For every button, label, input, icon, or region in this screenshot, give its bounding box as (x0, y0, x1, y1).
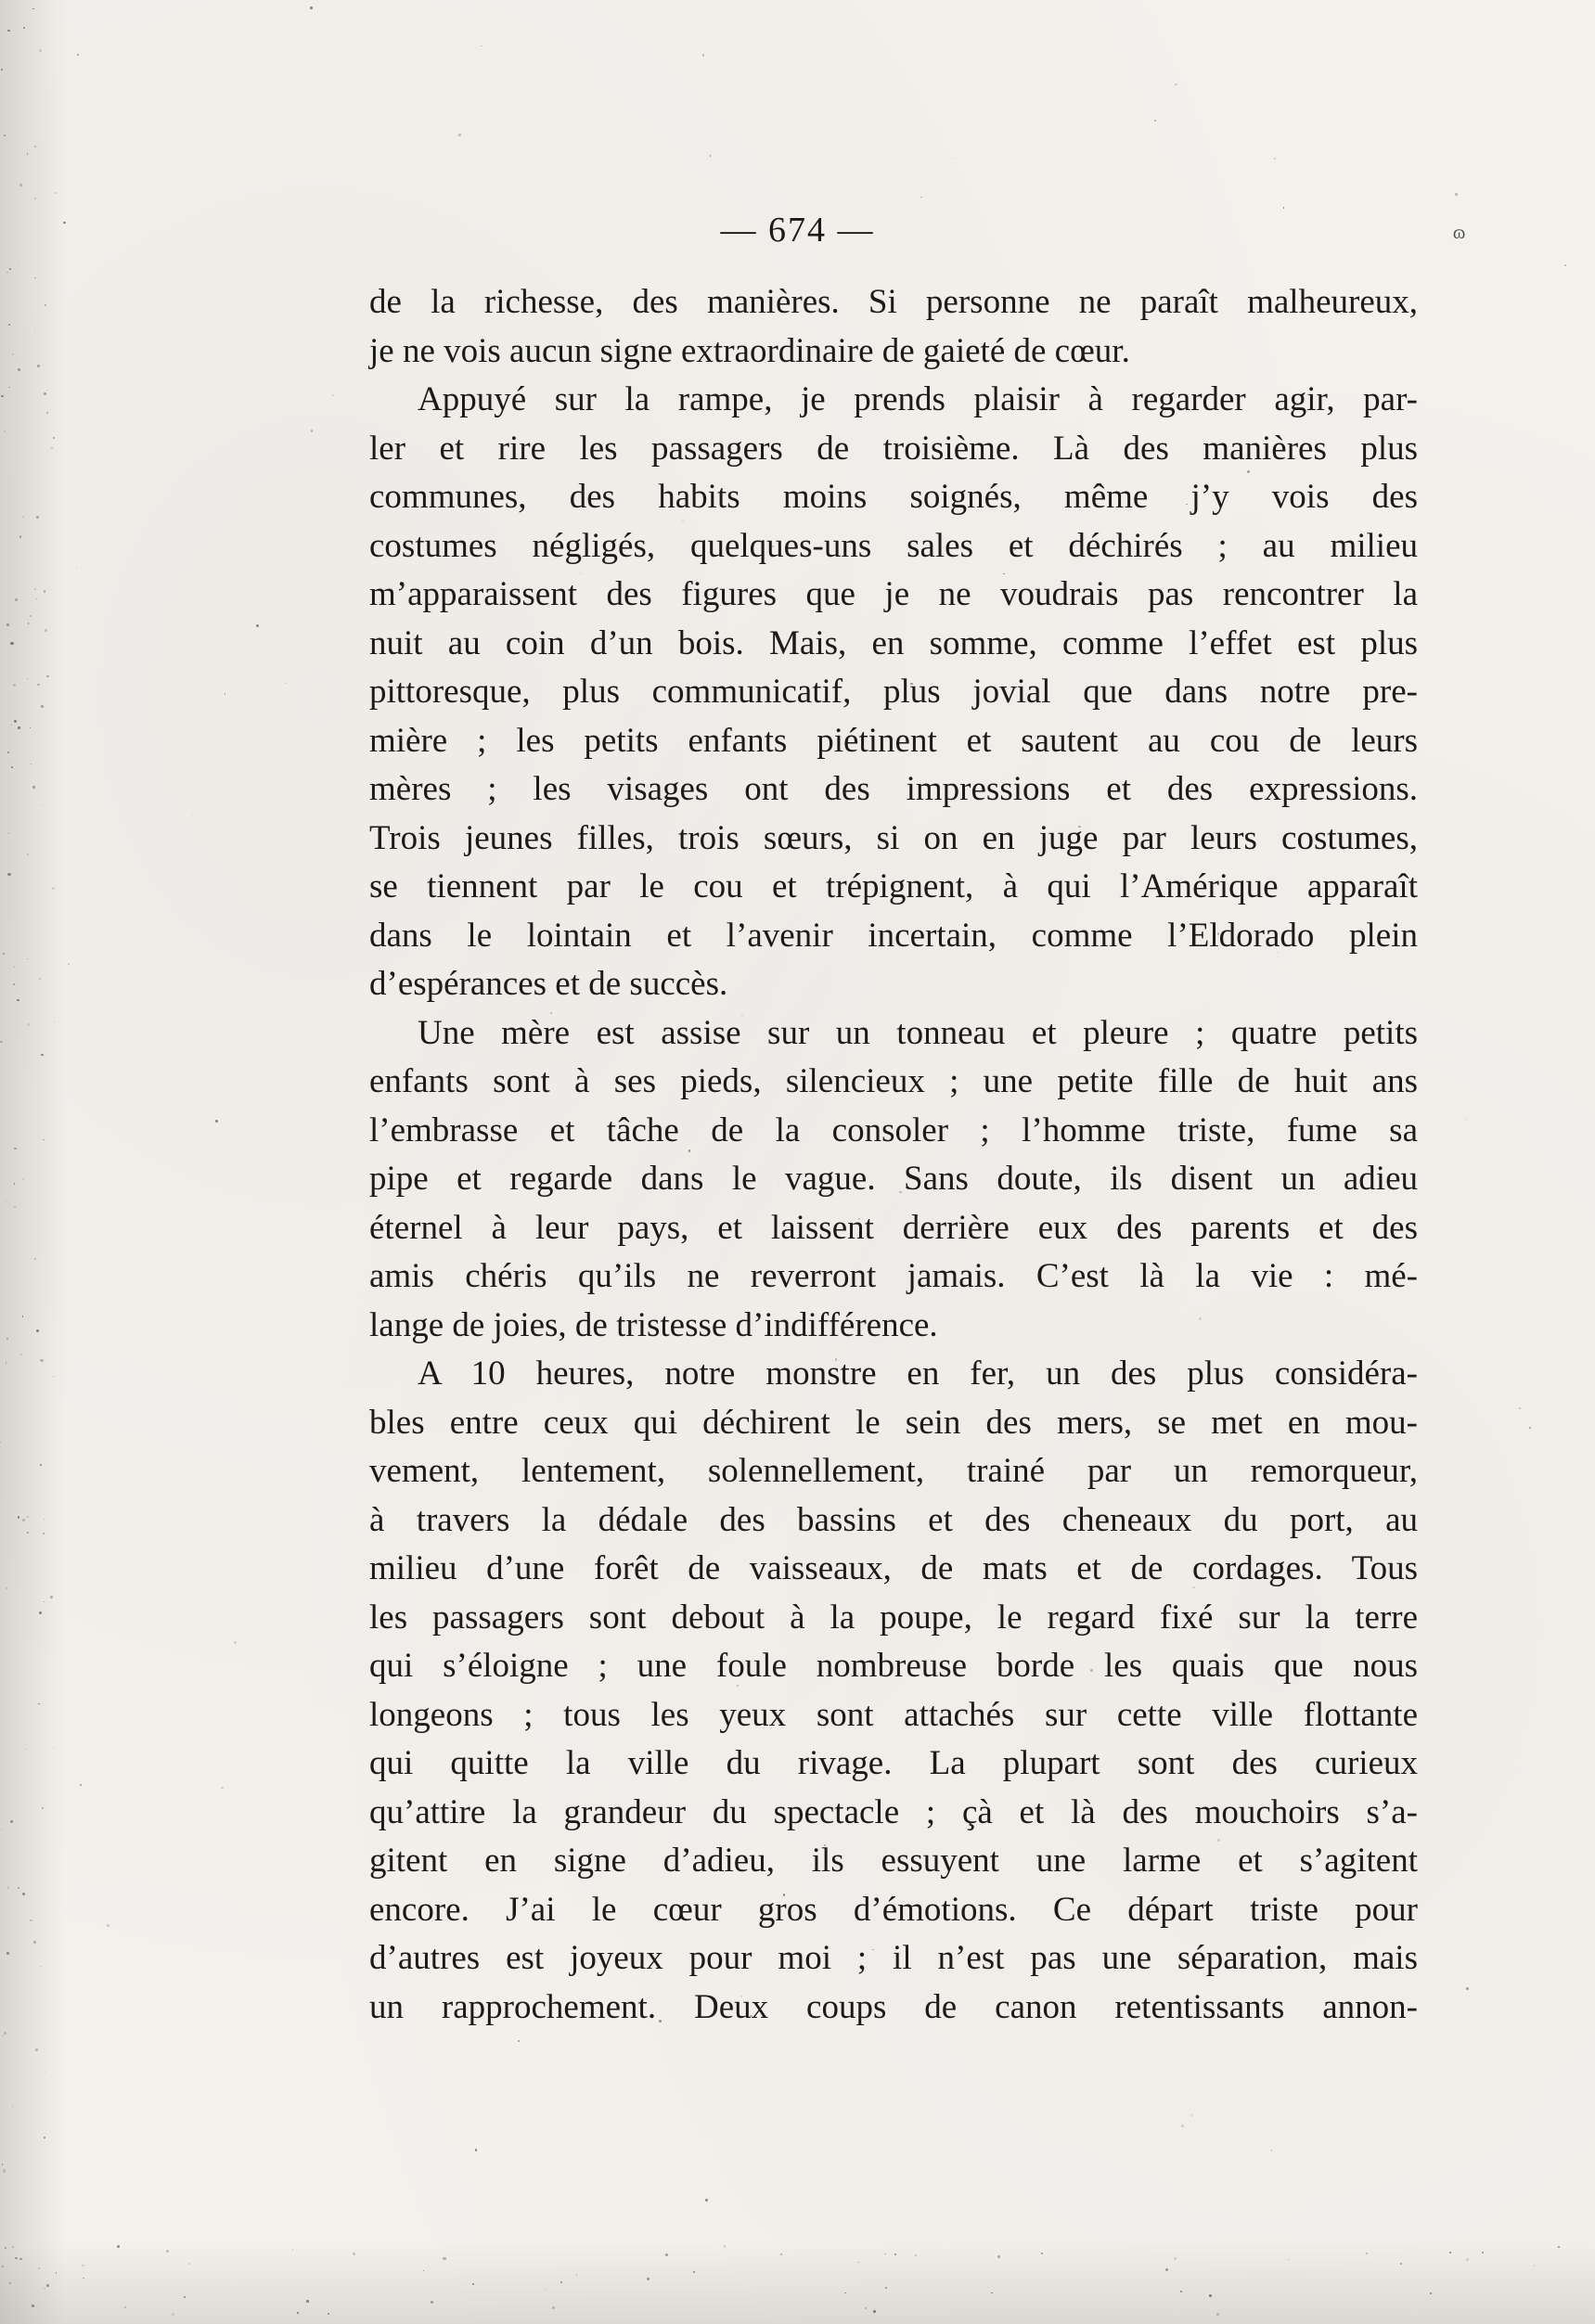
scan-speck (40, 1359, 43, 1362)
scan-speck (37, 365, 39, 366)
scan-speck (724, 2245, 726, 2247)
scan-speck (38, 2267, 40, 2269)
scan-speck (18, 1887, 19, 1889)
scan-speck (43, 1533, 45, 1534)
scan-speck (22, 1178, 24, 1180)
text-line: dans le lointain et l’avenir incertain, comme l’Eldorado plein (369, 916, 1418, 955)
scan-speck (45, 629, 47, 632)
scan-speck (51, 447, 53, 449)
text-line: Une mère est assise sur un tonneau et pleure ; quatre petits (418, 1013, 1418, 1052)
text-line: qui s’éloigne ; une foule nombreuse borde les quais que nous (369, 1647, 1418, 1685)
text-line: pipe et regarde dans le vague. Sans doute, ils disent un adieu (369, 1160, 1418, 1198)
scan-speck (27, 854, 29, 855)
text-line: je ne vois aucun signe extraordinaire de gaieté de cœur. (369, 331, 1130, 370)
scan-speck (27, 958, 28, 959)
scan-shadow-bottom (0, 2241, 1595, 2324)
page-number: — 674 — (720, 211, 875, 250)
scan-speck (82, 2265, 84, 2266)
scan-speck (14, 1206, 16, 1208)
scan-speck (27, 1516, 29, 1518)
scan-speck (117, 2245, 119, 2247)
text-line: lange de joies, de tristesse d’indifférence. (369, 1305, 938, 1344)
text-line: Appuyé sur la rampe, je prends plaisir à regarder agir, par- (418, 380, 1418, 418)
scan-speck (124, 2306, 126, 2308)
scan-speck (56, 2272, 57, 2273)
scan-speck (10, 642, 13, 645)
scan-speck (83, 2278, 84, 2279)
scan-speck (40, 1464, 42, 1466)
scan-speck (36, 1329, 39, 1332)
scan-speck (1174, 2257, 1177, 2260)
scan-speck (1043, 2279, 1044, 2280)
scan-speck (1519, 1407, 1521, 1409)
scan-speck (34, 277, 36, 279)
scan-speck (215, 1120, 218, 1123)
scan-speck (1430, 2292, 1432, 2294)
scan-speck (1482, 2252, 1484, 2253)
scan-speck (39, 978, 41, 980)
scan-speck (297, 2312, 299, 2314)
scan-speck (423, 2270, 424, 2271)
text-line: qui quitte la ville du rivage. La plupart sont des curieux (369, 1744, 1418, 1782)
scan-speck (166, 2250, 169, 2253)
scan-speck (32, 2305, 34, 2307)
scan-speck (780, 2253, 782, 2255)
scan-speck (8, 324, 10, 326)
text-line: A 10 heures, notre monstre en fer, un des plus considéra- (418, 1355, 1418, 1393)
scan-speck (4, 2032, 6, 2035)
text-line: nuit au coin d’un bois. Mais, en somme, comme l’effet est plus (369, 623, 1418, 662)
scan-speck (1181, 2125, 1184, 2127)
text-line: qu’attire la grandeur du spectacle ; çà et là des mouchoirs s’a- (369, 1792, 1418, 1831)
scan-speck (665, 2253, 668, 2256)
scan-speck (19, 535, 22, 538)
scan-speck (14, 720, 17, 723)
scan-speck (42, 804, 43, 805)
scan-speck (1154, 120, 1156, 122)
text-line: de la richesse, des manières. Si personne ne paraît malheureux, (369, 283, 1418, 321)
scan-speck (857, 2262, 859, 2264)
scan-speck (1, 395, 4, 398)
scan-speck (1288, 2259, 1289, 2260)
scan-speck (1466, 1987, 1469, 1990)
scan-speck (1, 69, 3, 71)
scan-speck (20, 1354, 22, 1355)
text-line: communes, des habits moins soignés, même j’y vois des (369, 478, 1418, 516)
scan-speck (1216, 2313, 1219, 2316)
body-text (369, 278, 1418, 2032)
scan-speck (915, 2254, 917, 2256)
scan-speck (884, 2253, 886, 2255)
scan-speck (3, 2169, 6, 2172)
text-line: à travers la dédale des bassins et des cheneaux du port, au (369, 1500, 1418, 1539)
scan-speck (353, 2253, 355, 2255)
scan-speck (234, 1641, 236, 1643)
scan-speck (14, 1183, 16, 1185)
text-line: encore. J’ai le cœur gros d’émotions. Ce départ triste pour (369, 1890, 1418, 1929)
scan-speck (7, 30, 10, 32)
scan-speck (172, 2313, 174, 2316)
scan-speck (221, 1787, 224, 1790)
scan-speck (705, 2199, 707, 2201)
scan-speck (39, 1611, 41, 1613)
scan-speck (77, 54, 78, 55)
text-line: d’espérances et de succès. (369, 965, 728, 1003)
scan-speck (13, 684, 16, 687)
margin-mark: ɷ (1453, 223, 1466, 243)
text-line: pittoresque, plus communicatif, plus jovial que dans notre pre- (369, 673, 1418, 711)
scan-speck (32, 786, 35, 789)
scan-speck (30, 727, 31, 728)
text-line: milieu d’une forêt de vaisseaux, de mats et de cordages. Tous (369, 1549, 1418, 1587)
scan-speck (552, 2306, 555, 2309)
scan-speck (1209, 2294, 1212, 2297)
scan-speck (1283, 207, 1284, 208)
scan-speck (46, 390, 47, 391)
scan-speck (306, 2300, 309, 2303)
scan-speck (22, 516, 24, 518)
scan-speck (7, 873, 10, 876)
scan-speck (41, 1054, 43, 1056)
text-line: amis chéris qu’ils ne reverront jamais. C’est là la vie : mé- (369, 1257, 1418, 1295)
text-line: l’embrasse et tâche de la consoler ; l’homme triste, fume sa (369, 1111, 1418, 1149)
text-line: enfants sont à ses pieds, silencieux ; une petite fille de huit ans (369, 1062, 1418, 1100)
scan-speck (34, 198, 36, 199)
text-line: mière ; les petits enfants piétinent et sautent au cou de leurs (369, 721, 1418, 760)
text-line: Trois jeunes filles, trois sœurs, si on en juge par leurs costumes, (369, 818, 1418, 857)
scan-speck (311, 430, 313, 431)
text-line: un rapprochement. Deux coups de canon retentissants annon- (369, 1987, 1418, 2026)
scan-speck (443, 2257, 445, 2260)
text-line: gitent en signe d’adieu, ils essuyent une larme et s’agitent (369, 1842, 1418, 1880)
scan-speck (44, 2288, 45, 2289)
text-line: m’apparaissent des figures que je ne voudrais pas rencontrer la (369, 575, 1418, 613)
scan-speck (458, 134, 461, 136)
text-line: d’autres est joyeux pour moi ; il n’est pas une séparation, mais (369, 1939, 1418, 1977)
text-line: longeons ; tous les yeux sont attachés sur cette ville flottante (369, 1695, 1418, 1734)
scan-speck (1400, 2263, 1402, 2265)
scan-speck (32, 8, 34, 10)
scan-speck (844, 2292, 845, 2293)
scan-speck (46, 412, 48, 414)
scan-speck (1466, 2258, 1469, 2261)
scan-speck (256, 624, 259, 627)
scan-speck (18, 1516, 19, 1518)
text-line: se tiennent par le cou et trépignent, à qui l’Amérique apparaît (369, 867, 1418, 905)
text-line: ler et rire les passagers de troisième. Là des manières plus (369, 429, 1418, 468)
text-line: bles entre ceux qui déchirent le sein des mers, se met en mou- (369, 1403, 1418, 1442)
text-line: costumes négligés, quelques-uns sales et déchirés ; au milieu (369, 526, 1418, 565)
scan-speck (11, 766, 13, 768)
scan-shadow-left (0, 0, 65, 2324)
scan-speck (4, 430, 6, 432)
text-line: éternel à leur pays, et laissent derrière eux des parents et des (369, 1208, 1418, 1247)
scan-speck (80, 1784, 82, 1786)
scan-speck (1449, 2252, 1450, 2253)
scan-speck (28, 1023, 30, 1025)
text-line: mères ; les visages ont des impressions et des expressions. (369, 770, 1418, 808)
scan-speck (39, 49, 42, 52)
scan-speck (12, 2246, 13, 2247)
scan-speck (188, 2263, 190, 2265)
scan-speck (14, 1148, 16, 1149)
scan-speck (475, 2149, 477, 2151)
text-line: les passagers sont debout à la poupe, le regard fixé sur la terre (369, 1598, 1418, 1637)
scan-speck (1455, 193, 1458, 196)
scan-speck (1366, 2253, 1368, 2254)
scan-speck (873, 2310, 876, 2313)
scan-speck (44, 2137, 45, 2138)
scan-speck (920, 197, 921, 198)
text-line: vement, lentement, solennellement, trainé par un remorqueur, (369, 1452, 1418, 1490)
scan-speck (46, 2284, 49, 2287)
scan-speck (44, 590, 45, 592)
scan-speck (1529, 1427, 1531, 1429)
scan-speck (4, 135, 6, 136)
